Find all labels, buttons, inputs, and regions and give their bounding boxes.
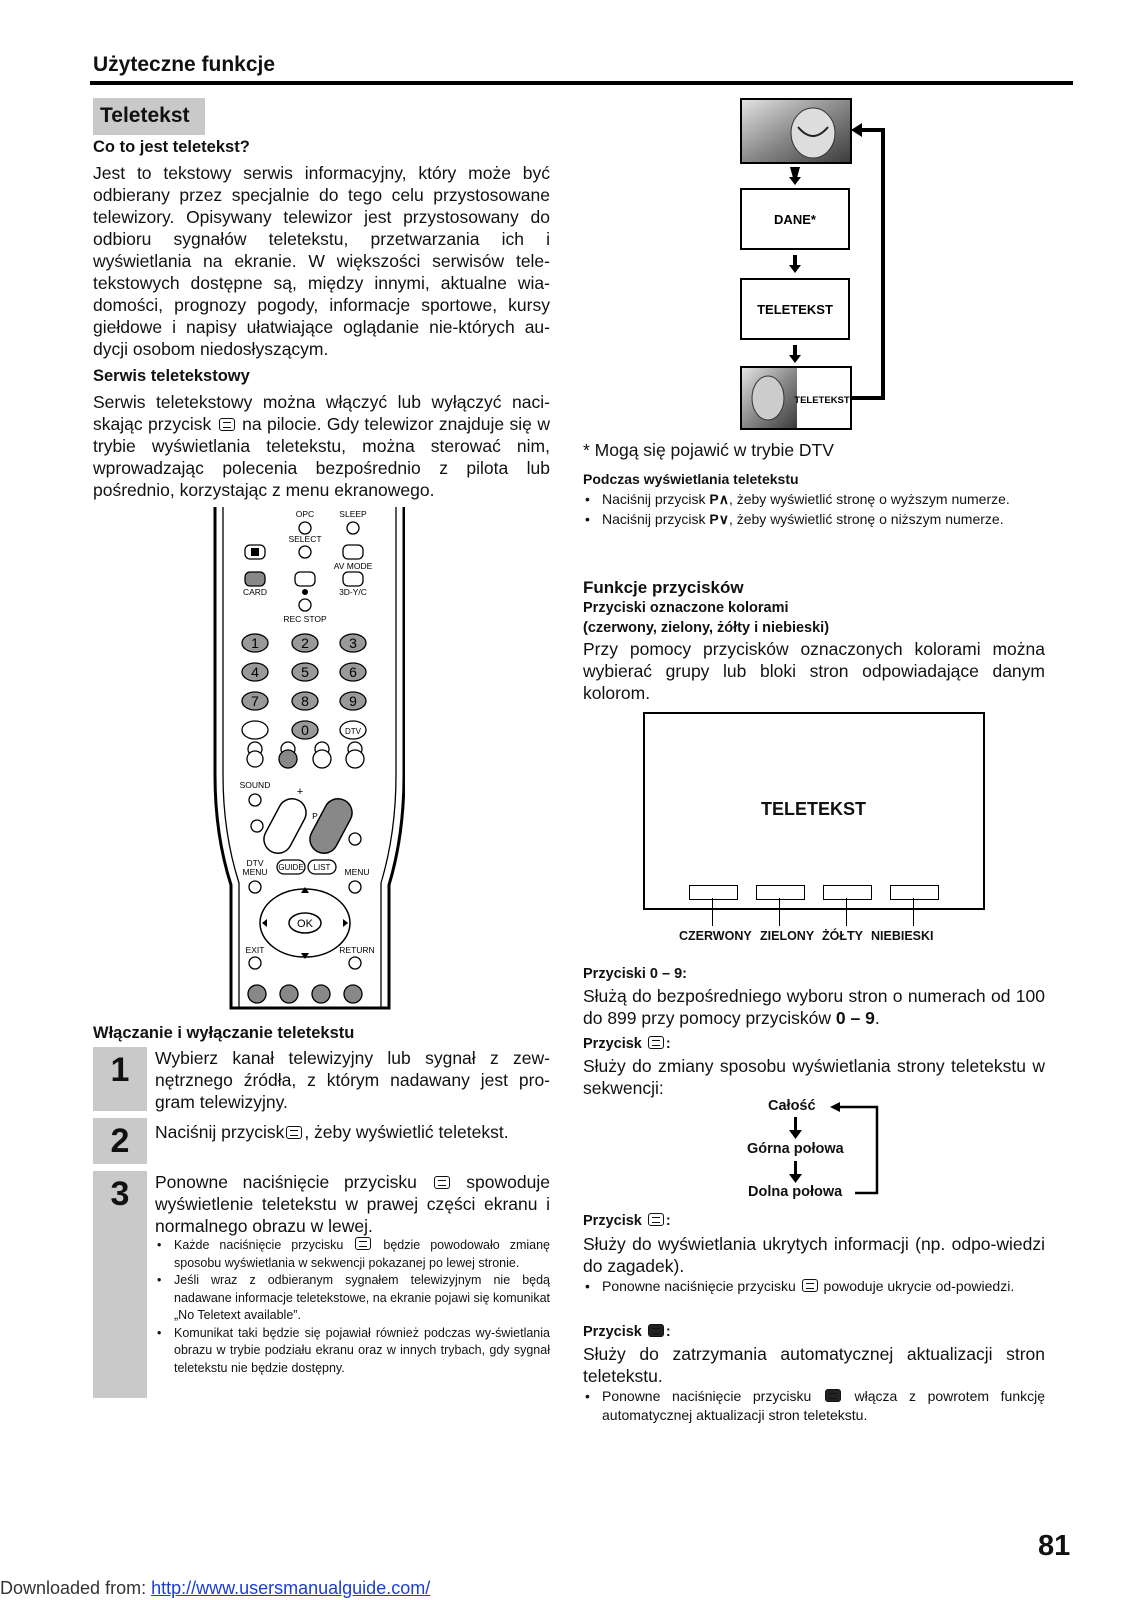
colored-heading-2: (czerwony, zielony, żółty i niebieski) [583,620,830,636]
reveal-bullet [583,1277,1045,1296]
guide-label: GUIDE [278,863,304,872]
digit-key [242,721,268,739]
av-mode-label: AV MODE [333,561,373,571]
step-3-text-a: Ponowne naciśnięcie przycisku [155,1172,417,1192]
teletekst-box-label: TELETEKST [757,302,833,317]
size-heading: Przycisk [583,1036,642,1052]
hold-heading-row: Przycisk : [583,1324,671,1340]
step-2-text-b: , żeby wyświetlić teletekst. [304,1122,509,1142]
colored-text: Przy pomocy przycisków oznaczonych kolorami można wybierać grupy lub bloki stron odpowiadające danym kolorom. [583,639,1045,703]
section-title: Użyteczne funkcje [93,53,276,76]
arrow-left-icon [830,1102,840,1112]
digit-key-label: 9 [349,693,357,709]
teletext-button-icon [434,1176,450,1189]
mute-button [251,820,263,832]
card-button [245,572,265,586]
step-number-1: 1 [93,1047,147,1111]
hold-text: Służy do zatrzymania automatycznej aktualizacji stron teletekstu. [583,1344,1045,1386]
exit-button [249,957,261,969]
what-heading: Co to jest teletekst? [93,138,250,156]
input-button [343,545,363,559]
teletext-button-icon [355,1237,371,1250]
step-number-2: 2 [93,1118,147,1164]
digit-key-label: 8 [301,693,309,709]
program-rocker [305,794,357,858]
during-bullet [583,510,1045,530]
step-3-text [155,1171,550,1237]
header-rule [90,81,1073,85]
green-button [280,985,298,1003]
digit-key-label: 4 [251,664,259,680]
rec-button [295,572,315,586]
dtv-note: * Mogą się pojawić w trybie DTV [583,440,834,460]
vol-plus-label: + [296,786,304,798]
teletext-mode-diagram [738,97,898,432]
reveal-button-icon [648,1213,664,1226]
service-text-a: Serwis teletekstowy można włączyć lub wyłączyć naci-skając przycisk [93,392,550,434]
service-paragraph [93,391,550,501]
sleep-label: SLEEP [339,509,367,519]
during-bullet-2-a: Naciśnij przycisk [602,510,706,527]
blue-page-box [890,885,939,900]
opc-label: OPC [295,509,315,519]
digit-key-label: 6 [349,664,357,680]
digit-key-label: 3 [349,635,357,651]
step-3-bullet-1-a: Każde naciśnięcie przycisku [174,1238,344,1252]
arrow-left-icon [851,123,862,137]
digit-key-label: 0 [301,722,309,738]
dtv-menu-label-2: MENU [242,867,268,877]
p-label: P [312,811,318,821]
service-text-b: na pilocie. Gdy telewizor znajduje się w trybie wyświetlania teletekstu, można sterować nim, wprowadzając polecenia bezpośrednio z pilota lub pośrednio, korzystając z menu ekranowego. [93,414,550,500]
p-up-key: P∧ [709,491,729,507]
sleep-button [347,522,359,534]
page-number: 81 [1038,1530,1071,1562]
step-3-bullet [155,1325,550,1378]
step-3-text-b: spowoduje wyświetlenie teletekstu w prawej części ekranu i normalnego obrazu w lewej. [155,1172,550,1236]
hold-bullet [583,1387,1045,1425]
sound-label: SOUND [239,780,271,790]
reveal-text: Służy do wyświetlania ukrytych informacji (np. odpo-wiedzi do zagadek). [583,1234,1045,1276]
footer [0,1578,430,1599]
hold-bullet-a: Ponowne naciśnięcie przycisku [602,1388,812,1404]
functions-heading: Funkcje przycisków [583,578,744,597]
step-3-bullet-2: Jeśli wraz z odbieranym sygnałem telewizyjnym nie będą nadawane informacje teletekstowe, na ekranie pojawi się komunikat „No Teletext available”. [174,1273,550,1322]
onoff-heading: Włączanie i wyłączanie teletekstu [93,1024,355,1042]
size-button-icon [648,1036,664,1049]
dtv-menu-button [249,881,261,893]
volume-rocker [259,794,311,858]
three-d-label: 3D-Y/C [339,587,367,597]
reveal-heading: Przycisk [583,1213,642,1229]
dtv-menu-label-1: DTV [246,858,264,868]
blue-button [344,985,362,1003]
hold-button-icon [825,1389,841,1402]
exit-label: EXIT [245,945,265,955]
sound-button [249,794,261,806]
step-2-text-a: Naciśnij przycisk [155,1122,285,1142]
size-text: Służy do zmiany sposobu wyświetlania strony teletekstu w sekwencji: [583,1056,1045,1098]
return-label: RETURN [339,945,375,955]
digit-key-label: 1 [251,635,259,651]
during-bullet-1-b: , żeby wyświetlić stronę o wyższym numerze. [728,491,1010,507]
during-bullet [583,490,1045,510]
select-button [299,546,311,558]
hold-button-icon [648,1324,664,1337]
step-3-bullet [155,1272,550,1325]
hold-bullets [583,1387,1045,1425]
reveal-bullets [583,1277,1045,1296]
during-bullet-1-a: Naciśnij przycisk [602,491,706,507]
step-3-bullet-1-b: będzie powodowało zmianę sposobu wyświetlania w sekwencji pokazanej po lewej stronie. [174,1238,550,1270]
during-bullets [583,490,1045,529]
teletext-button-icon [219,418,235,431]
step-3-bullets [155,1237,550,1377]
arrow-down-icon [789,355,801,363]
return-button [349,957,361,969]
digits-key: 0 – 9 [835,1008,875,1028]
size-heading-row: Przycisk : [583,1036,671,1052]
footer-link[interactable]: http://www.usersmanualguide.com/ [151,1578,431,1598]
menu-label: MENU [344,867,370,877]
screen-title: TELETEKST [760,799,866,819]
step-number-3: 3 [93,1171,147,1398]
arrow-down-icon [789,265,801,273]
rec-stop-label: REC STOP [283,614,327,624]
reveal-heading-row: Przycisk : [583,1213,671,1229]
digit-key-label: 5 [301,664,309,680]
during-bullet-2-b: , żeby wyświetlić stronę o niższym numerze. [728,510,1004,527]
step-2-text [155,1121,550,1143]
step-3-bullet-3: Komunikat taki będzie się pojawiał również podczas wy-świetlania obrazu w trybie podziału ekranu oraz w innych trybach, gdy sygnał teletekstu nie będzie dostępny. [174,1325,550,1375]
remote-control-illustration [205,505,405,1010]
step-3-bullet [155,1237,550,1272]
red-page-box [689,885,738,900]
digits-text: Służą do bezpośredniego wyboru stron o numerach od 100 do 899 przy pomocy przycisków [583,986,1045,1028]
green-page-box [756,885,805,900]
section-tab: Teletekst [93,98,205,135]
sequence-item-bottom: Dolna połowa [748,1184,843,1200]
arrow-down-icon [789,177,801,185]
rec-stop-button [299,599,311,611]
color-label-red: CZERWONY [679,929,752,943]
arrow-down-icon [789,1174,802,1183]
hold-heading: Przycisk [583,1324,642,1340]
input-button-2 [349,833,361,845]
p-down-key: P∨ [709,510,729,527]
teletext-screen [643,712,985,910]
reveal-bullet-b: powoduje ukrycie od-powiedzi. [823,1278,1015,1294]
digits-heading: Przyciski 0 – 9: [583,966,687,982]
what-text: Jest to tekstowy serwis informacyjny, który może być odbierany przez specjalnie do tego celu przystosowane telewizory. Opisywany telewizor jest przystosowany do odbioru sygnałów teletekstu, przetwarzania ich i wyświetlania na ekranie. W większości serwisów tele-tekstowych dostępne są, między innymi, aktualne wia-domości, prognozy pogody, informacje sportowe, kursy giełdowe i napisy ułatwiające oglądanie nie-których au-dycji osobom niedosłyszącym. [93,163,550,359]
reveal-button-icon [802,1279,818,1292]
ok-label: OK [297,918,313,930]
thumb-teletekst-label: TELETEKST [794,395,850,406]
sequence-arrows [785,1100,885,1200]
dtv-key-label: DTV [345,727,361,736]
teletext-button-icon [286,1126,302,1139]
digits-paragraph: Służą do bezpośredniego wyboru stron o numerach od 100 do 899 przy pomocy przycisków 0 – 9. [583,986,1045,1028]
service-heading: Serwis teletekstowy [93,367,250,385]
reveal-bullet-a: Ponowne naciśnięcie przycisku [602,1278,796,1294]
yellow-page-box [823,885,872,900]
dane-box-label: DANE* [774,212,816,227]
opc-button [299,522,311,534]
color-label-yellow: ŻÓŁTY [822,929,863,943]
digit-key-label: 7 [251,693,259,709]
footer-prefix: Downloaded from: [0,1578,152,1598]
color-label-green: ZIELONY [760,929,815,943]
list-label: LIST [313,863,331,872]
color-label-blue: NIEBIESKI [871,929,934,943]
step-1-text: Wybierz kanał telewizyjny lub sygnał z zew-nętrznego źródła, z którym nadawany jest pro-gram telewizyjny. [155,1048,550,1112]
card-label: CARD [242,587,268,597]
sequence-item-top: Górna połowa [747,1141,844,1157]
hold-bullet-b: włącza z powrotem funkcję automatycznej aktualizacji stron teletekstu. [602,1388,1046,1423]
digit-key-label: 2 [301,635,309,651]
three-d-button [343,572,363,586]
select-label: SELECT [288,534,322,544]
yellow-button [312,985,330,1003]
colored-heading-1: Przyciski oznaczone kolorami [583,600,789,616]
red-button [248,985,266,1003]
during-heading: Podczas wyświetlania teletekstu [583,471,799,487]
sequence-item-full: Całość [768,1098,816,1114]
menu-button [349,881,361,893]
arrow-down-icon [789,1130,802,1139]
